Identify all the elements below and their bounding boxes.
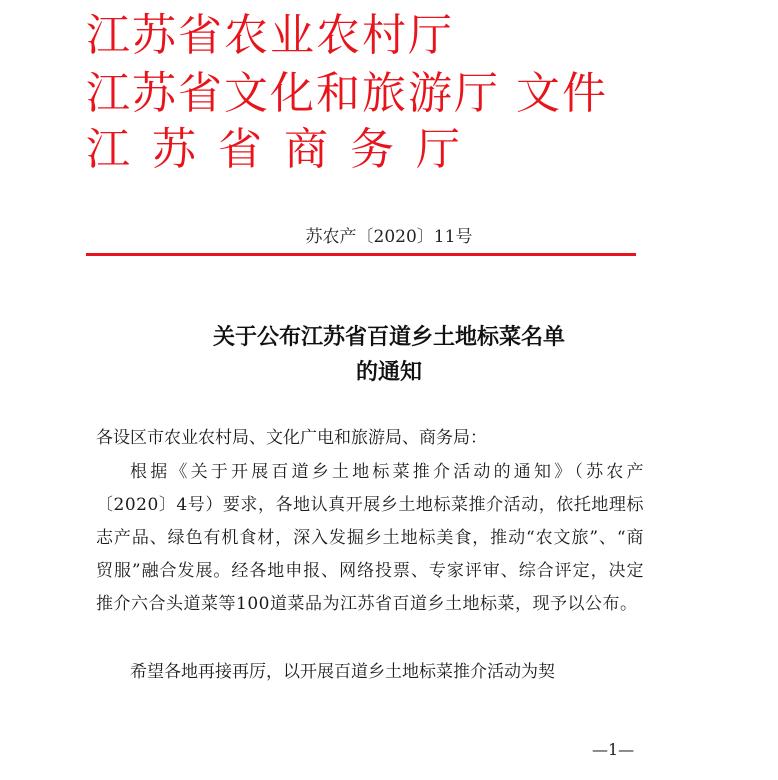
page-number: —1— [592, 740, 635, 759]
notice-title-line1: 关于公布江苏省百道乡土地标菜名单 [212, 325, 565, 350]
red-divider-line [86, 253, 636, 256]
document-number: 苏农产〔2020〕11号 [305, 227, 473, 247]
notice-title-line2: 的通知 [355, 360, 422, 385]
salutation: 各设区市农业农村局、文化广电和旅游局、商务局： [96, 428, 487, 448]
header-line-commerce: 江苏省商务厅 [86, 124, 482, 175]
body-paragraph-1: 根据《关于开展百道乡土地标菜推介活动的通知》（苏农产〔2020〕4号）要求，各地认真开展乡土地标菜推介活动，依托地理标志产品、绿色有机食材，深入发掘乡土地标美食，推动“农文旅”、“商贸服”融合发展。经各地申报、网络投票、专家评审、综合评定，决定推介六合头道菜等100道菜品为江苏省百道乡土地标菜，现予以公布。 [96, 462, 644, 614]
header-line-agriculture: 江苏省农业农村厅 [86, 10, 454, 61]
body-paragraph-2: 希望各地再接再厉，以开展百道乡土地标菜推介活动为契 [130, 662, 555, 682]
header-line-culture-tourism: 江苏省文化和旅游厅 文件 [86, 68, 608, 119]
